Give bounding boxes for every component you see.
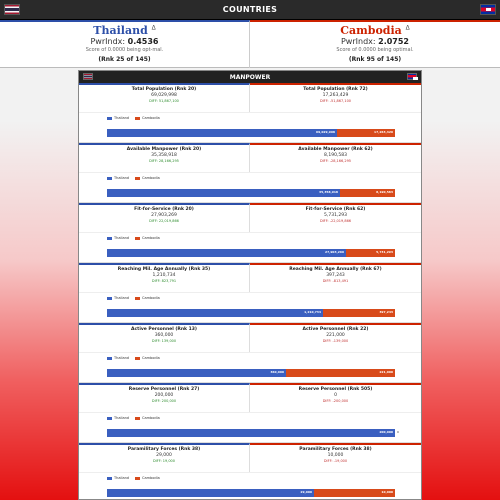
- pwr-label: PwrIndx:: [340, 37, 376, 46]
- legend-label: Cambodia: [142, 236, 160, 240]
- metric-diff: DIFF: 19,000: [152, 459, 176, 463]
- chart-legend: [107, 356, 166, 360]
- metric-row: [79, 323, 421, 353]
- metric-diff: DIFF: -28,166,295: [319, 159, 352, 163]
- bar-segment-thailand: [107, 129, 337, 137]
- metric-diff: DIFF: -139,000: [322, 339, 349, 343]
- map-icon[interactable]: ᐃ: [405, 24, 410, 32]
- metric-block: [79, 323, 421, 383]
- metric-label: Reaching Mil. Age Annually (Rnk 35): [117, 267, 211, 272]
- legend-label: Cambodia: [142, 176, 160, 180]
- bar-value: 8,190,583: [376, 190, 393, 194]
- metric-label: Fit-for-Service (Rnk 20): [134, 207, 194, 212]
- metric-value: 5,731,293: [324, 213, 347, 218]
- bar-value: 397,243: [379, 310, 393, 314]
- bar-value: 1,210,734: [304, 310, 321, 314]
- bar-value: 5,731,293: [376, 250, 393, 254]
- cambodia-metric-cell: [250, 443, 421, 472]
- bar-value: 10,000: [381, 490, 393, 494]
- metric-value: 29,000: [156, 453, 172, 458]
- metric-row: [79, 443, 421, 473]
- metric-block: [79, 443, 421, 500]
- chart-legend: [107, 116, 166, 120]
- bar-segment-cambodia: [346, 249, 395, 257]
- metric-block: [79, 143, 421, 203]
- metric-row: [79, 383, 421, 413]
- bar-segment-cambodia: [323, 309, 395, 317]
- metric-diff: DIFF: -813,491: [322, 279, 349, 283]
- bar-segment-thailand: [107, 309, 323, 317]
- metric-value: 69,029,998: [151, 93, 177, 98]
- bar-value: 35,358,918: [319, 190, 338, 194]
- legend-swatch-cambodia: [135, 177, 140, 180]
- thailand-metric-cell: [79, 443, 250, 472]
- metric-value: 397,243: [326, 273, 345, 278]
- chart-legend: [107, 416, 166, 420]
- metric-value: 221,000: [326, 333, 345, 338]
- bar-segment-cambodia: [314, 489, 395, 497]
- legend-label: Thailand: [114, 296, 130, 300]
- pwr-label: PwrIndx:: [90, 37, 126, 46]
- metric-label: Active Personnel (Rnk 22): [302, 327, 369, 332]
- metric-block: [79, 83, 421, 143]
- bar-value: 200,000: [379, 430, 393, 434]
- bar-value-outside: 0: [397, 430, 399, 434]
- cambodia-metric-cell: [250, 143, 421, 172]
- cambodia-metric-cell: [250, 83, 421, 112]
- metric-value: 1,210,734: [152, 273, 176, 278]
- metric-diff: DIFF: 51,867,100: [149, 99, 179, 103]
- bar-value: 69,029,998: [316, 130, 335, 134]
- cambodia-flag-icon: [407, 73, 417, 80]
- thailand-metric-cell: [79, 83, 250, 112]
- metric-value: 200,000: [154, 393, 174, 398]
- legend-label: Cambodia: [142, 116, 160, 120]
- legend-label: Cambodia: [142, 356, 160, 360]
- comparison-bar: [107, 489, 395, 497]
- metric-label: Total Population (Rnk 20): [131, 87, 197, 92]
- legend-swatch-cambodia: [135, 417, 140, 420]
- legend-label: Thailand: [114, 176, 130, 180]
- metric-value: 0: [334, 393, 337, 398]
- cambodia-metric-cell: [250, 263, 421, 292]
- metric-diff: DIFF: 28,166,295: [149, 159, 179, 163]
- bar-segment-thailand: [107, 489, 314, 497]
- metric-label: Reserve Personnel (Rnk 505): [298, 387, 373, 392]
- metric-value: 35,358,918: [151, 153, 177, 158]
- metric-value: 360,000: [154, 333, 174, 338]
- legend-swatch-cambodia: [135, 297, 140, 300]
- cambodia-metric-cell: [250, 383, 421, 412]
- metric-label: Paramilitary Forces (Rnk 38): [127, 447, 201, 452]
- pwr-value-cambodia: 2.0752: [378, 37, 409, 46]
- metric-value: 27,903,269: [151, 213, 177, 218]
- top-bar: [0, 0, 500, 20]
- comparison-bar: [107, 249, 395, 257]
- metric-value: 8,190,583: [324, 153, 347, 158]
- manpower-panel: [78, 70, 422, 500]
- bar-value: 17,263,429: [374, 130, 393, 134]
- thailand-flag-icon: [83, 73, 93, 80]
- legend-swatch-thailand: [107, 237, 112, 240]
- metric-diff: DIFF: 22,019,866: [149, 219, 179, 223]
- legend-swatch-cambodia: [135, 477, 140, 480]
- section-title: MANPOWER: [229, 73, 271, 81]
- metric-block: [79, 383, 421, 443]
- bar-segment-thailand: [107, 429, 395, 437]
- page-title: COUNTRIES: [222, 5, 278, 14]
- legend-label: Thailand: [114, 236, 130, 240]
- country-name-cambodia[interactable]: Cambodia: [340, 24, 402, 37]
- score-note: Score of 0.0000 being opt-mal.: [85, 47, 164, 53]
- cambodia-summary: [250, 20, 500, 68]
- bar-value: 360,000: [270, 370, 284, 374]
- legend-swatch-thailand: [107, 297, 112, 300]
- comparison-bar: [107, 429, 395, 437]
- bar-segment-cambodia: [340, 189, 395, 197]
- metric-value: 10,000: [327, 453, 344, 458]
- legend-swatch-thailand: [107, 477, 112, 480]
- country-name-thailand[interactable]: Thailand: [93, 24, 148, 37]
- metric-label: Active Personnel (Rnk 13): [131, 327, 197, 332]
- score-note: Score of 0.0000 being optimal.: [336, 47, 414, 53]
- legend-label: Cambodia: [142, 476, 160, 480]
- rank-cambodia: (Rnk 95 of 145): [348, 56, 402, 63]
- thailand-metric-cell: [79, 143, 250, 172]
- chart-legend: [107, 236, 166, 240]
- cambodia-metric-cell: [250, 203, 421, 232]
- chart-legend: [107, 296, 166, 300]
- comparison-bar: [107, 309, 395, 317]
- legend-swatch-thailand: [107, 177, 112, 180]
- metric-label: Paramilitary Forces (Rnk 38): [299, 447, 372, 452]
- bar-segment-cambodia: [286, 369, 395, 377]
- bar-value: 29,000: [300, 490, 312, 494]
- bar-value: 27,903,269: [325, 250, 344, 254]
- legend-swatch-cambodia: [135, 117, 140, 120]
- legend-swatch-thailand: [107, 117, 112, 120]
- thailand-summary: [0, 20, 250, 68]
- metric-diff: DIFF: 823,791: [151, 279, 177, 283]
- legend-swatch-thailand: [107, 417, 112, 420]
- cambodia-metric-cell: [250, 323, 421, 352]
- map-icon[interactable]: ᐃ: [151, 24, 156, 32]
- bar-segment-thailand: [107, 369, 286, 377]
- legend-label: Cambodia: [142, 416, 160, 420]
- metric-label: Available Manpower (Rnk 20): [126, 147, 202, 152]
- metric-diff: DIFF: -22,019,866: [319, 219, 352, 223]
- metric-diff: DIFF: -19,000: [323, 459, 348, 463]
- metric-label: Available Manpower (Rnk 62): [298, 147, 373, 152]
- legend-swatch-cambodia: [135, 237, 140, 240]
- legend-label: Cambodia: [142, 296, 160, 300]
- metric-row: [79, 143, 421, 173]
- metric-row: [79, 83, 421, 113]
- comparison-bar: [107, 369, 395, 377]
- pwr-value-thailand: 0.4536: [127, 37, 159, 46]
- legend-label: Thailand: [114, 116, 130, 120]
- metric-value: 17,263,429: [322, 93, 349, 98]
- chart-legend: [107, 176, 166, 180]
- metric-label: Fit-for-Service (Rnk 62): [305, 207, 366, 212]
- rank-thailand: (Rnk 25 of 145): [98, 56, 151, 63]
- metric-label: Reserve Personnel (Rnk 27): [128, 387, 200, 392]
- metric-row: [79, 263, 421, 293]
- metric-label: Reaching Mil. Age Annually (Rnk 67): [289, 267, 382, 272]
- metric-block: [79, 263, 421, 323]
- chart-legend: [107, 476, 166, 480]
- metric-diff: DIFF: 139,000: [151, 339, 177, 343]
- thailand-metric-cell: [79, 383, 250, 412]
- thailand-metric-cell: [79, 323, 250, 352]
- metric-diff: DIFF: -200,000: [322, 399, 349, 403]
- bar-segment-cambodia: [337, 129, 395, 137]
- legend-label: Thailand: [114, 356, 130, 360]
- country-summary: [0, 20, 500, 68]
- bar-segment-thailand: [107, 189, 340, 197]
- bar-value: 221,000: [379, 370, 393, 374]
- legend-label: Thailand: [114, 416, 130, 420]
- metric-diff: DIFF: 200,000: [151, 399, 177, 403]
- cambodia-flag-icon: [480, 4, 496, 15]
- metric-diff: DIFF: -51,867,100: [319, 99, 352, 103]
- thailand-flag-icon: [4, 4, 20, 15]
- legend-swatch-cambodia: [135, 357, 140, 360]
- legend-label: Thailand: [114, 476, 130, 480]
- thailand-metric-cell: [79, 263, 250, 292]
- thailand-metric-cell: [79, 203, 250, 232]
- comparison-bar: [107, 129, 395, 137]
- legend-swatch-thailand: [107, 357, 112, 360]
- metric-label: Total Population (Rnk 72): [303, 87, 368, 92]
- manpower-header: [79, 71, 421, 83]
- comparison-bar: [107, 189, 395, 197]
- metric-row: [79, 203, 421, 233]
- metric-block: [79, 203, 421, 263]
- bar-segment-thailand: [107, 249, 346, 257]
